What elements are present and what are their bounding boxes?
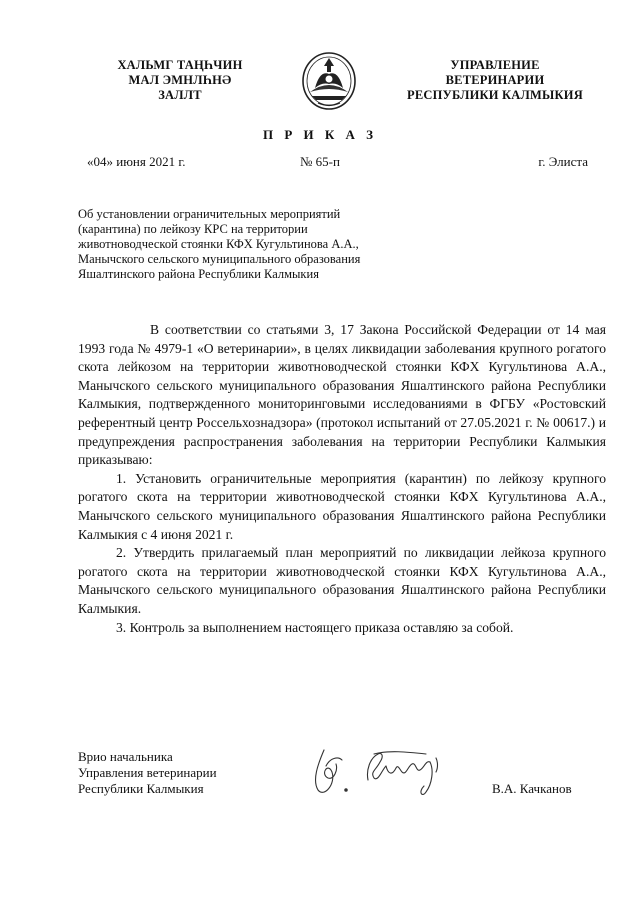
header-left-line: ХАЛЬМГ ТАҢҺЧИН <box>117 58 243 72</box>
subject-line: (карантина) по лейкозу КРС на территории <box>78 222 308 236</box>
subject-line: животноводческой стоянки КФХ Кугультинова А.А., <box>78 237 359 251</box>
signatory-position-line: Республики Калмыкия <box>78 781 204 796</box>
signatory-position <box>78 749 217 797</box>
order-subject <box>78 207 438 282</box>
header-right-line: РЕСПУБЛИКИ КАЛМЫКИЯ <box>407 88 583 102</box>
body-item-3: 3. Контроль за выполнением настоящего приказа оставляю за собой. <box>116 619 514 635</box>
body-item-2: 2. Утвердить прилагаемый план мероприятий по ликвидации лейкоза крупного рогатого скота на территории животноводческой стоянки КФХ Кугультинова А.А., Манычского сельского муниципального образования Яшалтинского района Республики Калмыкия. <box>78 545 606 616</box>
signature-icon <box>308 740 458 805</box>
signatory-position-line: Врио начальника <box>78 749 173 764</box>
subject-line: Об установлении ограничительных мероприятий <box>78 207 341 221</box>
header-left-block <box>95 58 265 103</box>
header-left-line: МАЛ ЭМНЛҺНӘ <box>128 73 232 87</box>
signatory-position-line: Управления ветеринарии <box>78 765 217 780</box>
order-date: «04» июня 2021 г. <box>87 154 186 169</box>
body-preamble: В соответствии со статьями 3, 17 Закона Российской Федерации от 14 мая 1993 года № 4979-1 «О ветеринарии», в целях ликвидации заболевания крупного рогатого скота лейкозом на территории животноводческой стоянки КФХ Кугультинова А.А., Манычского сельского муниципального образования Яшалтинского района Республики Калмыкия, подтвержденного мониторинговыми исследованиями в ФГБУ «Ростовский референтный центр Россельхознадзора» (протокол испытаний от 27.05.2021 г. № 00617.) и предупреждения распространения заболевания на территории Республики Калмыкия приказываю: <box>78 322 606 468</box>
order-number: № 65-п <box>300 154 340 169</box>
header-right-block <box>400 58 590 103</box>
body-item-1: 1. Установить ограничительные мероприятия (карантин) по лейкозу крупного рогатого скота на территории животноводческой стоянки КФХ Кугультинова А.А., Манычского сельского муниципального образования Яшалтинского района Республики Калмыкия с 4 июня 2021 г. <box>78 470 606 542</box>
subject-line: Яшалтинского района Республики Калмыкия <box>78 267 319 281</box>
signatory-name: В.А. Качканов <box>492 781 572 796</box>
document-title: П Р И К А З <box>262 127 378 142</box>
header-right-line: УПРАВЛЕНИЕ <box>450 58 540 72</box>
order-city: г. Элиста <box>538 154 588 169</box>
coat-of-arms-icon <box>300 48 358 112</box>
header-right-line: ВЕТЕРИНАРИИ <box>445 73 545 87</box>
subject-line: Манычского сельского муниципального образования <box>78 252 361 266</box>
order-body <box>78 321 606 637</box>
header-left-line: ЗАЛЛТ <box>158 88 202 102</box>
